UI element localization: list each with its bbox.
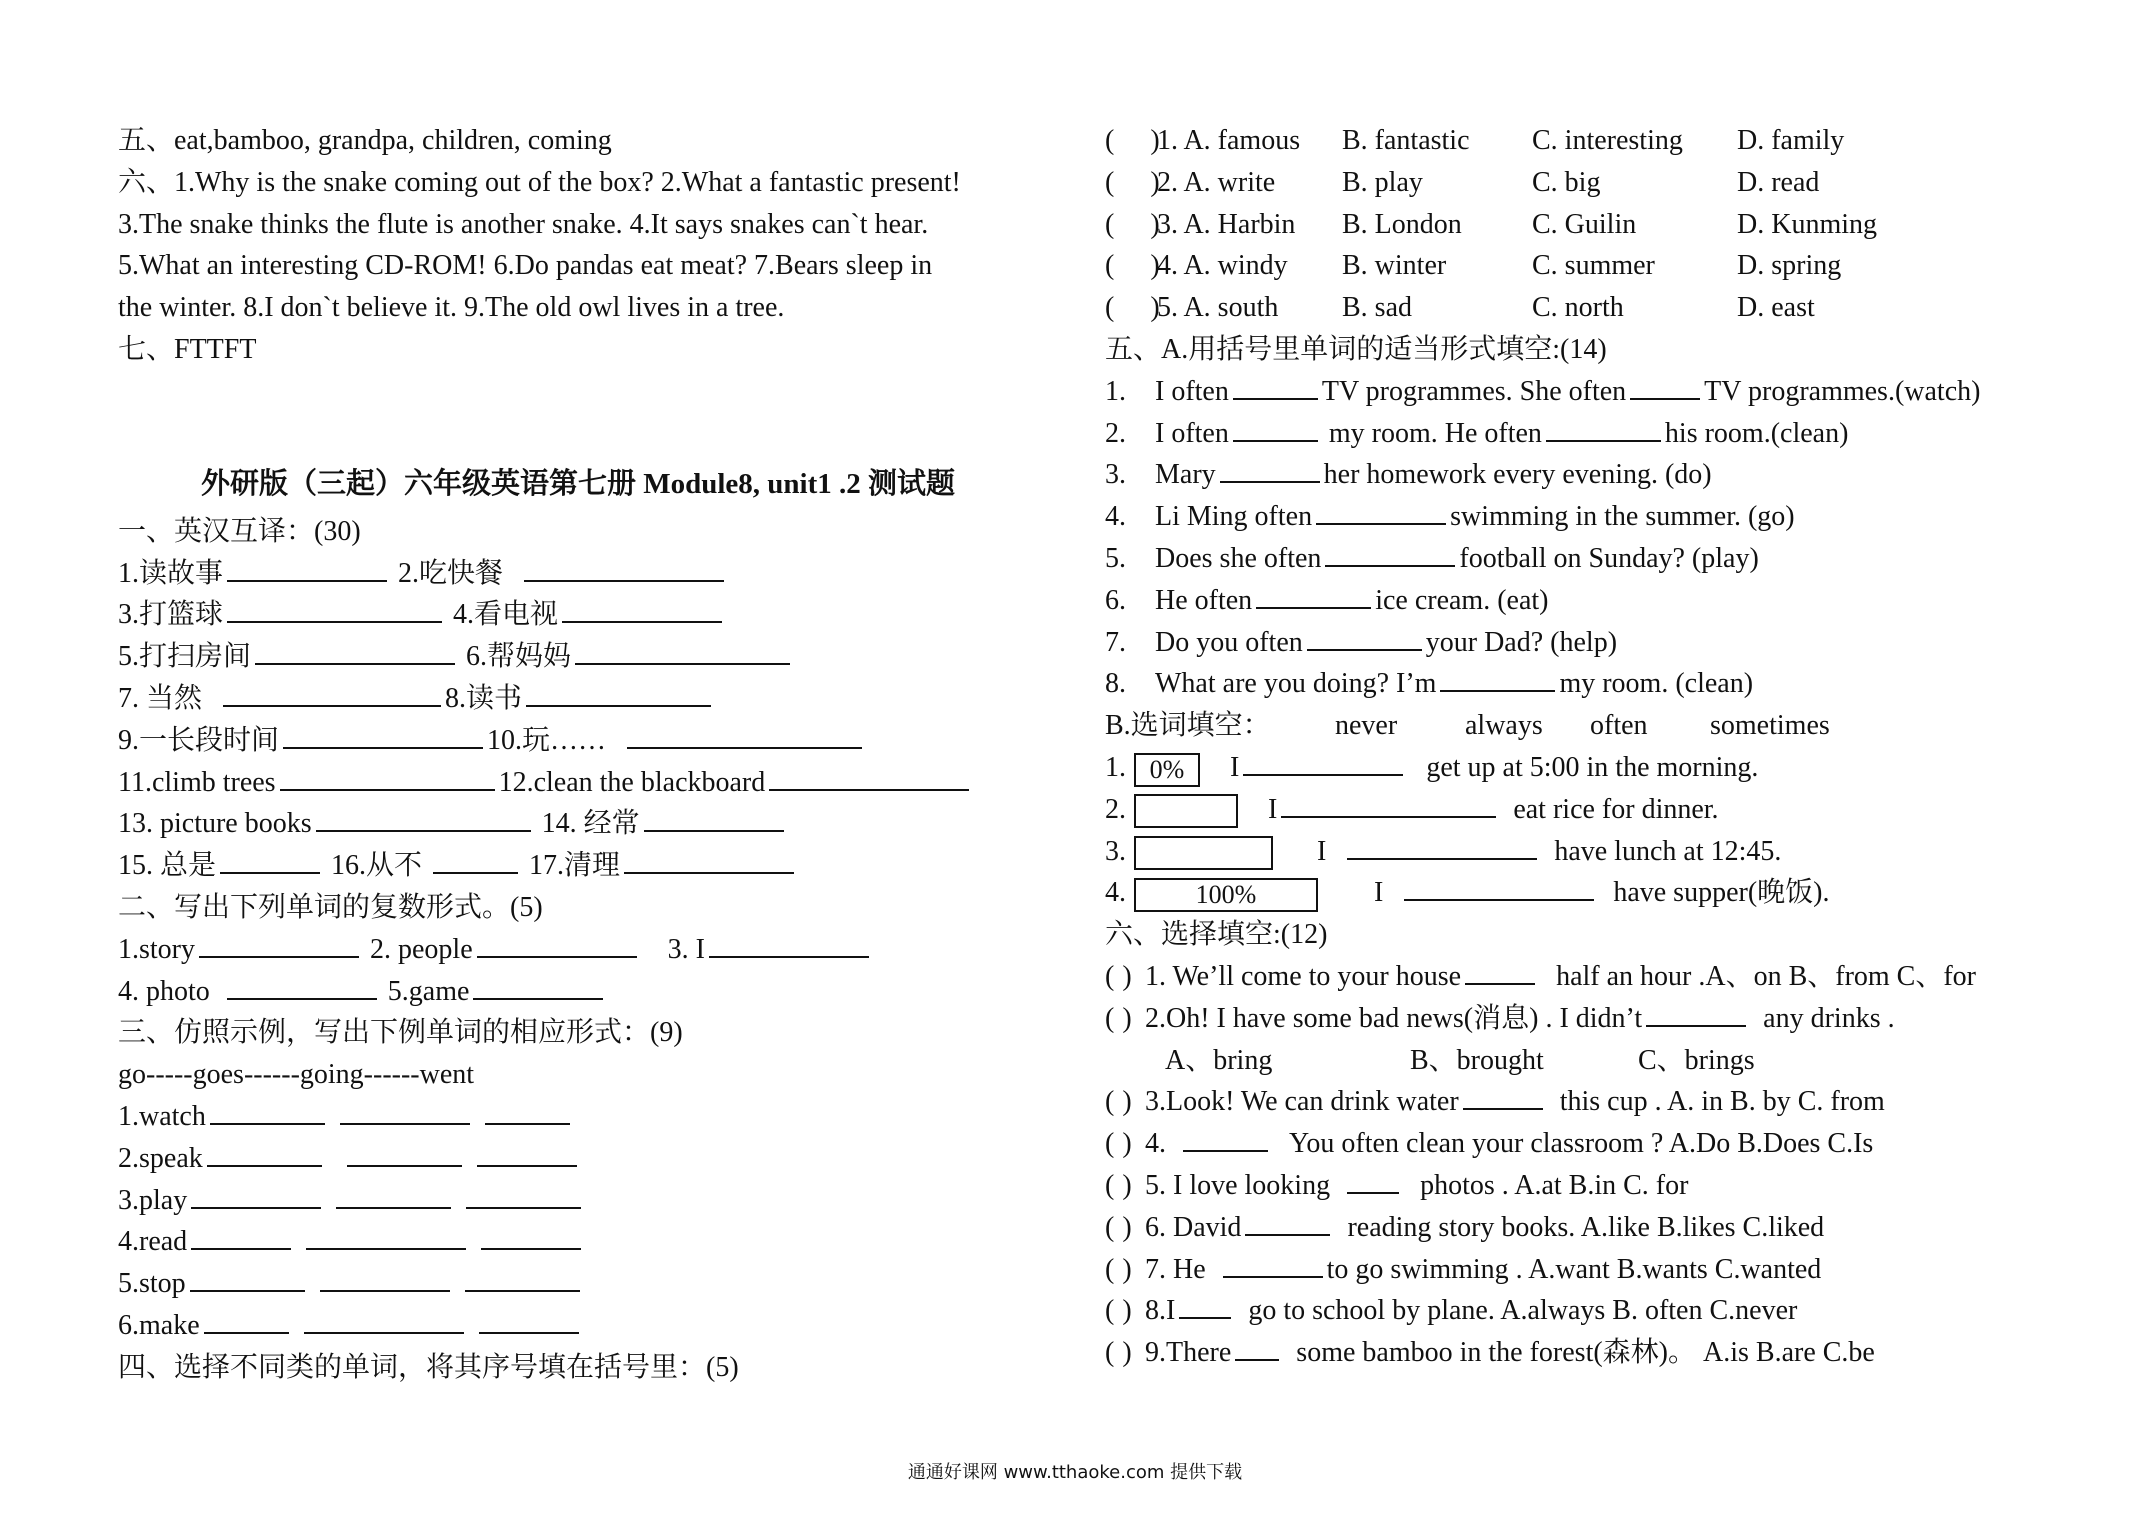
item-label: 6.make <box>118 1309 200 1341</box>
option-a: 3. A. Harbin <box>1157 208 1296 240</box>
answer-blank[interactable] <box>1233 414 1318 442</box>
frequency-box <box>1134 836 1273 870</box>
item-label: 1.读故事 <box>118 557 224 589</box>
item-options: reading story books. A.like B.likes C.liked <box>1347 1211 1825 1243</box>
answer-line: 5.What an interesting CD-ROM! 6.Do pandas eat meat? 7.Bears sleep in <box>118 250 933 282</box>
answer-blank[interactable] <box>485 1097 570 1125</box>
option-d: D. read <box>1737 166 1820 198</box>
answer-blank[interactable] <box>191 1222 291 1250</box>
word-bank-word: always <box>1465 710 1543 742</box>
answer-blank[interactable] <box>223 679 441 707</box>
answer-paren[interactable]: ( ) <box>1105 1086 1132 1118</box>
option-d: D. Kunming <box>1737 208 1877 240</box>
fill-item <box>1105 663 2115 705</box>
plural-row <box>118 971 1038 1013</box>
answer-blank[interactable] <box>1347 832 1537 860</box>
answer-blank[interactable] <box>1245 1208 1330 1236</box>
fill-item <box>1105 454 2115 496</box>
item-text: football on Sunday? (play) <box>1459 542 1759 574</box>
odd-one-out-item <box>1105 204 2115 246</box>
answer-paren[interactable]: ( ) <box>1105 1253 1132 1285</box>
answer-blank[interactable] <box>283 721 483 749</box>
odd-one-out-item <box>1105 162 2115 204</box>
section-heading: B.选词填空： <box>1105 710 1271 742</box>
item-number: 2. <box>1105 793 1126 825</box>
answer-blank[interactable] <box>347 1139 462 1167</box>
answer-blank[interactable] <box>1235 1333 1279 1361</box>
answer-paren[interactable]: ( ) <box>1105 1295 1132 1327</box>
answer-blank[interactable] <box>1243 748 1403 776</box>
item-number: 1. <box>1105 751 1126 783</box>
answer-blank[interactable] <box>1307 623 1422 651</box>
option-a: 2. A. write <box>1157 166 1276 198</box>
item-label: 1.watch <box>118 1100 206 1132</box>
item-text: any drinks . <box>1763 1002 1895 1034</box>
section-heading: 六、选择填空:(12) <box>1105 919 1328 951</box>
translation-row <box>118 720 1038 762</box>
answer-paren[interactable]: ( ) <box>1105 1002 1132 1034</box>
word-bank-word: never <box>1335 710 1398 742</box>
item-label: 12.clean the blackboard <box>498 766 766 798</box>
item-label: 2.吃快餐 <box>398 557 504 589</box>
item-text: his room.(clean) <box>1664 417 1849 449</box>
item-text: He often <box>1155 584 1253 616</box>
option-c: C. summer <box>1532 250 1655 282</box>
item-options: half an hour .A、on B、from C、for <box>1556 960 1976 992</box>
answer-paren[interactable]: ( ) <box>1105 1128 1132 1160</box>
answer-blank[interactable] <box>1256 581 1371 609</box>
item-subject: I <box>1230 751 1240 783</box>
choice-item <box>1105 998 2115 1040</box>
answer-blank[interactable] <box>709 930 869 958</box>
frequency-item <box>1105 789 2115 831</box>
odd-one-out-item <box>1105 245 2115 287</box>
answer-blank[interactable] <box>1347 1166 1399 1194</box>
section-heading: 三、仿照示例，写出下例单词的相应形式：(9) <box>118 1017 683 1049</box>
answer-blank[interactable] <box>1223 1250 1323 1278</box>
answer-blank[interactable] <box>526 679 711 707</box>
item-number: 3. <box>1105 835 1126 867</box>
item-options: go to school by plane. A.always B. often C.never <box>1248 1295 1798 1327</box>
answer-blank[interactable] <box>433 846 518 874</box>
answer-paren[interactable]: ( ) <box>1105 208 1160 240</box>
answer-blank[interactable] <box>479 1306 579 1334</box>
item-text: my room. (clean) <box>1559 668 1754 700</box>
right-column <box>1105 120 2115 1374</box>
item-text: Li Ming often <box>1155 501 1313 533</box>
option-a: 5. A. south <box>1157 292 1279 324</box>
item-options: this cup . A. in B. by C. from <box>1559 1086 1885 1118</box>
item-label: 4.read <box>118 1226 188 1258</box>
verb-row <box>118 1138 1038 1180</box>
item-text: TV programmes. She often <box>1321 375 1627 407</box>
verb-row <box>118 1305 1038 1347</box>
item-label: 3.打篮球 <box>118 599 224 631</box>
item-text: 2.Oh! I have some bad news(消息) . I didn’t <box>1145 1002 1643 1034</box>
item-text: 3.Look! We can drink water <box>1145 1086 1459 1118</box>
choice-item <box>1105 1123 2115 1165</box>
item-text: 5. I love looking <box>1145 1169 1331 1201</box>
item-text: Mary <box>1155 459 1216 491</box>
option-a: A、bring <box>1165 1044 1273 1076</box>
frequency-box: 0% <box>1134 753 1200 787</box>
section-heading: 五、A.用括号里单词的适当形式填空:(14) <box>1105 333 1607 365</box>
item-text: have supper(晚饭). <box>1613 877 1830 909</box>
item-label: 2.speak <box>118 1142 203 1174</box>
answer-paren[interactable]: ( ) <box>1105 1211 1132 1243</box>
answer-blank[interactable] <box>1179 1291 1231 1319</box>
item-label: 10.玩…… <box>487 724 607 756</box>
choice-options <box>1105 1040 2115 1082</box>
fill-item <box>1105 371 2115 413</box>
choice-item <box>1105 1081 2115 1123</box>
item-number: 7. <box>1105 626 1126 658</box>
answer-blank[interactable] <box>199 930 359 958</box>
item-text: get up at 5:00 in the morning. <box>1426 751 1759 783</box>
item-label: 14. 经常 <box>541 808 640 840</box>
option-d: D. east <box>1737 292 1815 324</box>
option-b: B. London <box>1342 208 1462 240</box>
item-text: Do you often <box>1155 626 1303 658</box>
item-number: 2. <box>1105 417 1126 449</box>
answer-blank[interactable] <box>1183 1124 1268 1152</box>
option-b: B. sad <box>1342 292 1412 324</box>
item-label: 9.一长段时间 <box>118 724 280 756</box>
section-heading: 四、选择不同类的单词，将其序号填在括号里：(5) <box>118 1351 739 1383</box>
answer-blank[interactable] <box>306 1222 466 1250</box>
item-text: Does she often <box>1155 542 1322 574</box>
answer-blank[interactable] <box>769 763 969 791</box>
item-options: to go swimming . A.want B.wants C.wanted <box>1326 1253 1822 1285</box>
answer-blank[interactable] <box>340 1097 470 1125</box>
answer-blank[interactable] <box>1463 1082 1543 1110</box>
word-bank-row <box>1105 705 2115 747</box>
item-label: 13. picture books <box>118 808 312 840</box>
answer-blank[interactable] <box>336 1181 451 1209</box>
option-c: C. interesting <box>1532 125 1683 156</box>
section-heading: 一、英汉互译：(30) <box>118 515 361 547</box>
fill-item <box>1105 580 2115 622</box>
answer-blank[interactable] <box>1220 455 1320 483</box>
answer-blank[interactable] <box>1325 539 1455 567</box>
frequency-item <box>1105 831 2115 873</box>
answer-blank[interactable] <box>473 972 603 1000</box>
answer-blank[interactable] <box>255 637 455 665</box>
answer-blank[interactable] <box>1316 497 1446 525</box>
item-number: 6. <box>1105 584 1126 616</box>
option-a: 1. A. famous <box>1157 125 1301 156</box>
item-options: photos . A.at B.in C. for <box>1420 1169 1689 1201</box>
item-text: 6. David <box>1145 1211 1242 1243</box>
item-text: your Dad? (help) <box>1425 626 1618 658</box>
section-heading: 二、写出下列单词的复数形式。(5) <box>118 891 543 923</box>
option-c: C. north <box>1532 292 1624 324</box>
item-label: 4.看电视 <box>453 599 559 631</box>
verb-row <box>118 1180 1038 1222</box>
fill-item <box>1105 622 2115 664</box>
item-subject: I <box>1317 835 1327 867</box>
item-text: have lunch at 12:45. <box>1554 835 1782 867</box>
answer-blank[interactable] <box>220 846 320 874</box>
answer-blank[interactable] <box>304 1306 464 1334</box>
answer-blank[interactable] <box>524 554 724 582</box>
translation-row <box>118 845 1038 887</box>
answer-blank[interactable] <box>1233 372 1318 400</box>
answer-blank[interactable] <box>1646 999 1746 1027</box>
answer-blank[interactable] <box>1281 790 1496 818</box>
item-subject: I <box>1374 877 1384 909</box>
item-text: What are you doing? I’m <box>1155 668 1437 700</box>
item-label: 3.play <box>118 1184 188 1216</box>
translation-row <box>118 803 1038 845</box>
option-c: C、brings <box>1638 1044 1755 1076</box>
answer-blank[interactable] <box>624 846 794 874</box>
answer-paren[interactable]: ( ) <box>1105 1337 1132 1369</box>
item-label: 5.stop <box>118 1268 186 1300</box>
answer-blank[interactable] <box>466 1181 581 1209</box>
answer-paren[interactable]: ( ) <box>1105 125 1160 156</box>
item-number: 4. <box>1105 501 1126 533</box>
translation-row <box>118 594 1038 636</box>
item-number: 8. <box>1105 668 1126 700</box>
item-text: 7. He <box>1145 1253 1206 1285</box>
answer-blank[interactable] <box>477 930 637 958</box>
item-label: 3. I <box>667 933 705 965</box>
odd-one-out-item <box>1105 120 2115 162</box>
answer-blank[interactable] <box>320 1264 450 1292</box>
answer-line: 3.The snake thinks the flute is another snake. 4.It says snakes can`t hear. <box>118 208 929 240</box>
option-c: C. big <box>1532 166 1601 198</box>
item-number: 3. <box>1105 459 1126 491</box>
answer-blank[interactable] <box>227 595 442 623</box>
answer-blank[interactable] <box>575 637 790 665</box>
option-d: D. family <box>1737 125 1845 156</box>
item-number: 4. <box>1105 877 1126 909</box>
answer-blank[interactable] <box>210 1097 325 1125</box>
answer-blank[interactable] <box>191 1181 321 1209</box>
translation-row <box>118 636 1038 678</box>
option-b: B. fantastic <box>1342 125 1470 156</box>
answer-line: 七、FTTFT <box>118 333 257 365</box>
left-column <box>118 120 1038 1389</box>
answer-blank[interactable] <box>280 763 495 791</box>
item-label: 2. people <box>370 933 473 965</box>
item-label: 17.清理 <box>529 850 621 882</box>
answer-blank[interactable] <box>204 1306 289 1334</box>
item-label: 8.读书 <box>445 682 523 714</box>
translation-row <box>118 553 1038 595</box>
answer-blank[interactable] <box>190 1264 305 1292</box>
item-number: 1. <box>1105 375 1126 407</box>
answer-blank[interactable] <box>481 1222 581 1250</box>
item-label: 11.climb trees <box>118 766 276 798</box>
answer-blank[interactable] <box>562 595 722 623</box>
answer-paren[interactable]: ( ) <box>1105 1169 1132 1201</box>
answer-paren[interactable]: ( ) <box>1105 166 1160 198</box>
choice-item <box>1105 956 2115 998</box>
item-text: 1. We’ll come to your house <box>1145 960 1462 992</box>
item-label: 1.story <box>118 933 195 965</box>
choice-item <box>1105 1249 2115 1291</box>
translation-row <box>118 678 1038 720</box>
item-number: 5. <box>1105 542 1126 574</box>
option-c: C. Guilin <box>1532 208 1637 240</box>
frequency-item <box>1105 872 2115 914</box>
answer-blank[interactable] <box>1440 664 1555 692</box>
item-text: TV programmes.(watch) <box>1704 375 1981 407</box>
answer-line: the winter. 8.I don`t believe it. 9.The old owl lives in a tree. <box>118 292 785 324</box>
answer-blank[interactable] <box>207 1139 322 1167</box>
item-text: 9.There <box>1145 1337 1232 1369</box>
option-a: 4. A. windy <box>1157 250 1288 282</box>
item-label: 4. photo <box>118 975 210 1007</box>
answer-paren[interactable]: ( ) <box>1105 960 1132 992</box>
fill-item <box>1105 496 2115 538</box>
answer-paren[interactable]: ( ) <box>1105 292 1160 324</box>
item-label: 7. 当然 <box>118 682 203 714</box>
item-label: 16.从不 <box>331 850 423 882</box>
frequency-item <box>1105 747 2115 789</box>
item-text: I often <box>1155 417 1229 449</box>
answer-paren[interactable]: ( ) <box>1105 250 1160 282</box>
item-label: 15. 总是 <box>118 850 217 882</box>
item-label: 5.game <box>387 975 470 1007</box>
frequency-box: 100% <box>1134 878 1318 912</box>
item-label: 6.帮妈妈 <box>466 641 572 673</box>
word-bank-word: sometimes <box>1710 710 1830 742</box>
plural-row <box>118 929 1038 971</box>
item-text: eat rice for dinner. <box>1513 793 1719 825</box>
item-text: my room. He often <box>1328 417 1542 449</box>
verb-row <box>118 1263 1038 1305</box>
page-title: 外研版（三起）六年级英语第七册 Module8, unit1 .2 测试题 <box>200 467 956 500</box>
answer-blank[interactable] <box>227 972 377 1000</box>
odd-one-out-item <box>1105 287 2115 329</box>
answer-line: 五、eat,bamboo, grandpa, children, coming <box>118 125 612 156</box>
answer-blank[interactable] <box>1404 873 1594 901</box>
word-bank-word: often <box>1590 710 1648 742</box>
item-text: ice cream. (eat) <box>1375 584 1549 616</box>
page-footer: 通通好课网 www.tthaoke.com 提供下载 <box>907 1462 1243 1483</box>
fill-item <box>1105 413 2115 455</box>
choice-item <box>1105 1207 2115 1249</box>
item-label: 5.打扫房间 <box>118 641 252 673</box>
option-b: B. winter <box>1342 250 1447 282</box>
answer-line: 六、1.Why is the snake coming out of the box? 2.What a fantastic present! <box>118 166 961 198</box>
item-text: her homework every evening. (do) <box>1323 459 1712 491</box>
answer-blank[interactable] <box>316 804 531 832</box>
answer-blank[interactable] <box>627 721 862 749</box>
verb-row <box>118 1221 1038 1263</box>
answer-blank[interactable] <box>1465 957 1535 985</box>
item-options: some bamboo in the forest(森林)。 A.is B.are C.be <box>1296 1337 1875 1369</box>
example-line: go-----goes------going------went <box>118 1059 475 1091</box>
option-b: B. play <box>1342 166 1423 198</box>
frequency-box <box>1134 794 1238 828</box>
answer-blank[interactable] <box>1546 414 1661 442</box>
fill-item <box>1105 538 2115 580</box>
answer-blank[interactable] <box>644 804 784 832</box>
answer-blank[interactable] <box>477 1139 577 1167</box>
answer-blank[interactable] <box>465 1264 580 1292</box>
item-subject: I <box>1268 793 1278 825</box>
answer-blank[interactable] <box>227 554 387 582</box>
translation-row <box>118 762 1038 804</box>
answer-blank[interactable] <box>1630 372 1700 400</box>
option-d: D. spring <box>1737 250 1842 282</box>
item-text: I often <box>1155 375 1229 407</box>
verb-row <box>118 1096 1038 1138</box>
item-text: swimming in the summer. (go) <box>1450 501 1795 533</box>
item-text: 8.I <box>1145 1295 1176 1327</box>
choice-item <box>1105 1332 2115 1374</box>
item-options: You often clean your classroom ? A.Do B.Does C.Is <box>1289 1128 1874 1160</box>
choice-item <box>1105 1165 2115 1207</box>
item-text: 4. <box>1145 1128 1166 1160</box>
choice-item <box>1105 1290 2115 1332</box>
option-b: B、brought <box>1410 1044 1544 1076</box>
